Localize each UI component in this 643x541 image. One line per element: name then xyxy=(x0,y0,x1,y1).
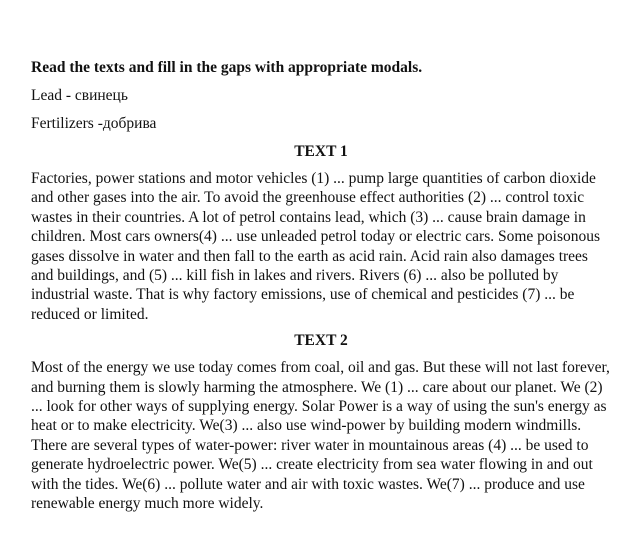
glossary-item-lead: Lead - свинець xyxy=(31,87,128,104)
text2-body: Most of the energy we use today comes from coal, oil and gas. But these will not last forever, and burning them is slowly harming the atmosphere. We (1) ... care about our planet. We (2) ... look for other ways of supplying energy. Solar Power is a way of using the sun's energy as heat or to make electricity. We(3) ... also use wind-power by building modern windmills. There are several types of water-power: river water in mountainous areas (4) ... be used to generate hydroelectric power. We(5) ... create electricity from sea water flowing in and out with the tides. We(6) ... pollute water and air with toxic wastes. We(7) ... produce and use renewable energy much more widely. xyxy=(31,359,610,513)
text1-body: Factories, power stations and motor vehicles (1) ... pump large quantities of carbon dioxide and other gases into the air. To avoid the greenhouse effect authorities (2) ... control toxic wastes in their countries. A lot of petrol contains lead, which (3) ... cause brain damage in children. Most cars owners(4) ... use unleaded petrol today or electric cars. Some poisonous gases dissolve in water and then fall to the earth as acid rain. Acid rain also damages trees and buildings, and (5) ... kill fish in lakes and rivers. Rivers (6) ... also be polluted by industrial waste. That is why factory emissions, use of chemical and pesticides (7) ... be reduced or limited. xyxy=(31,170,601,323)
instruction-text: Read the texts and fill in the gaps with appropriate modals. xyxy=(31,59,423,76)
glossary-item-fertilizers: Fertilizers -добрива xyxy=(31,115,157,132)
text1-heading: TEXT 1 xyxy=(294,143,348,160)
text2-heading: TEXT 2 xyxy=(294,332,348,350)
document-page xyxy=(31,57,611,520)
